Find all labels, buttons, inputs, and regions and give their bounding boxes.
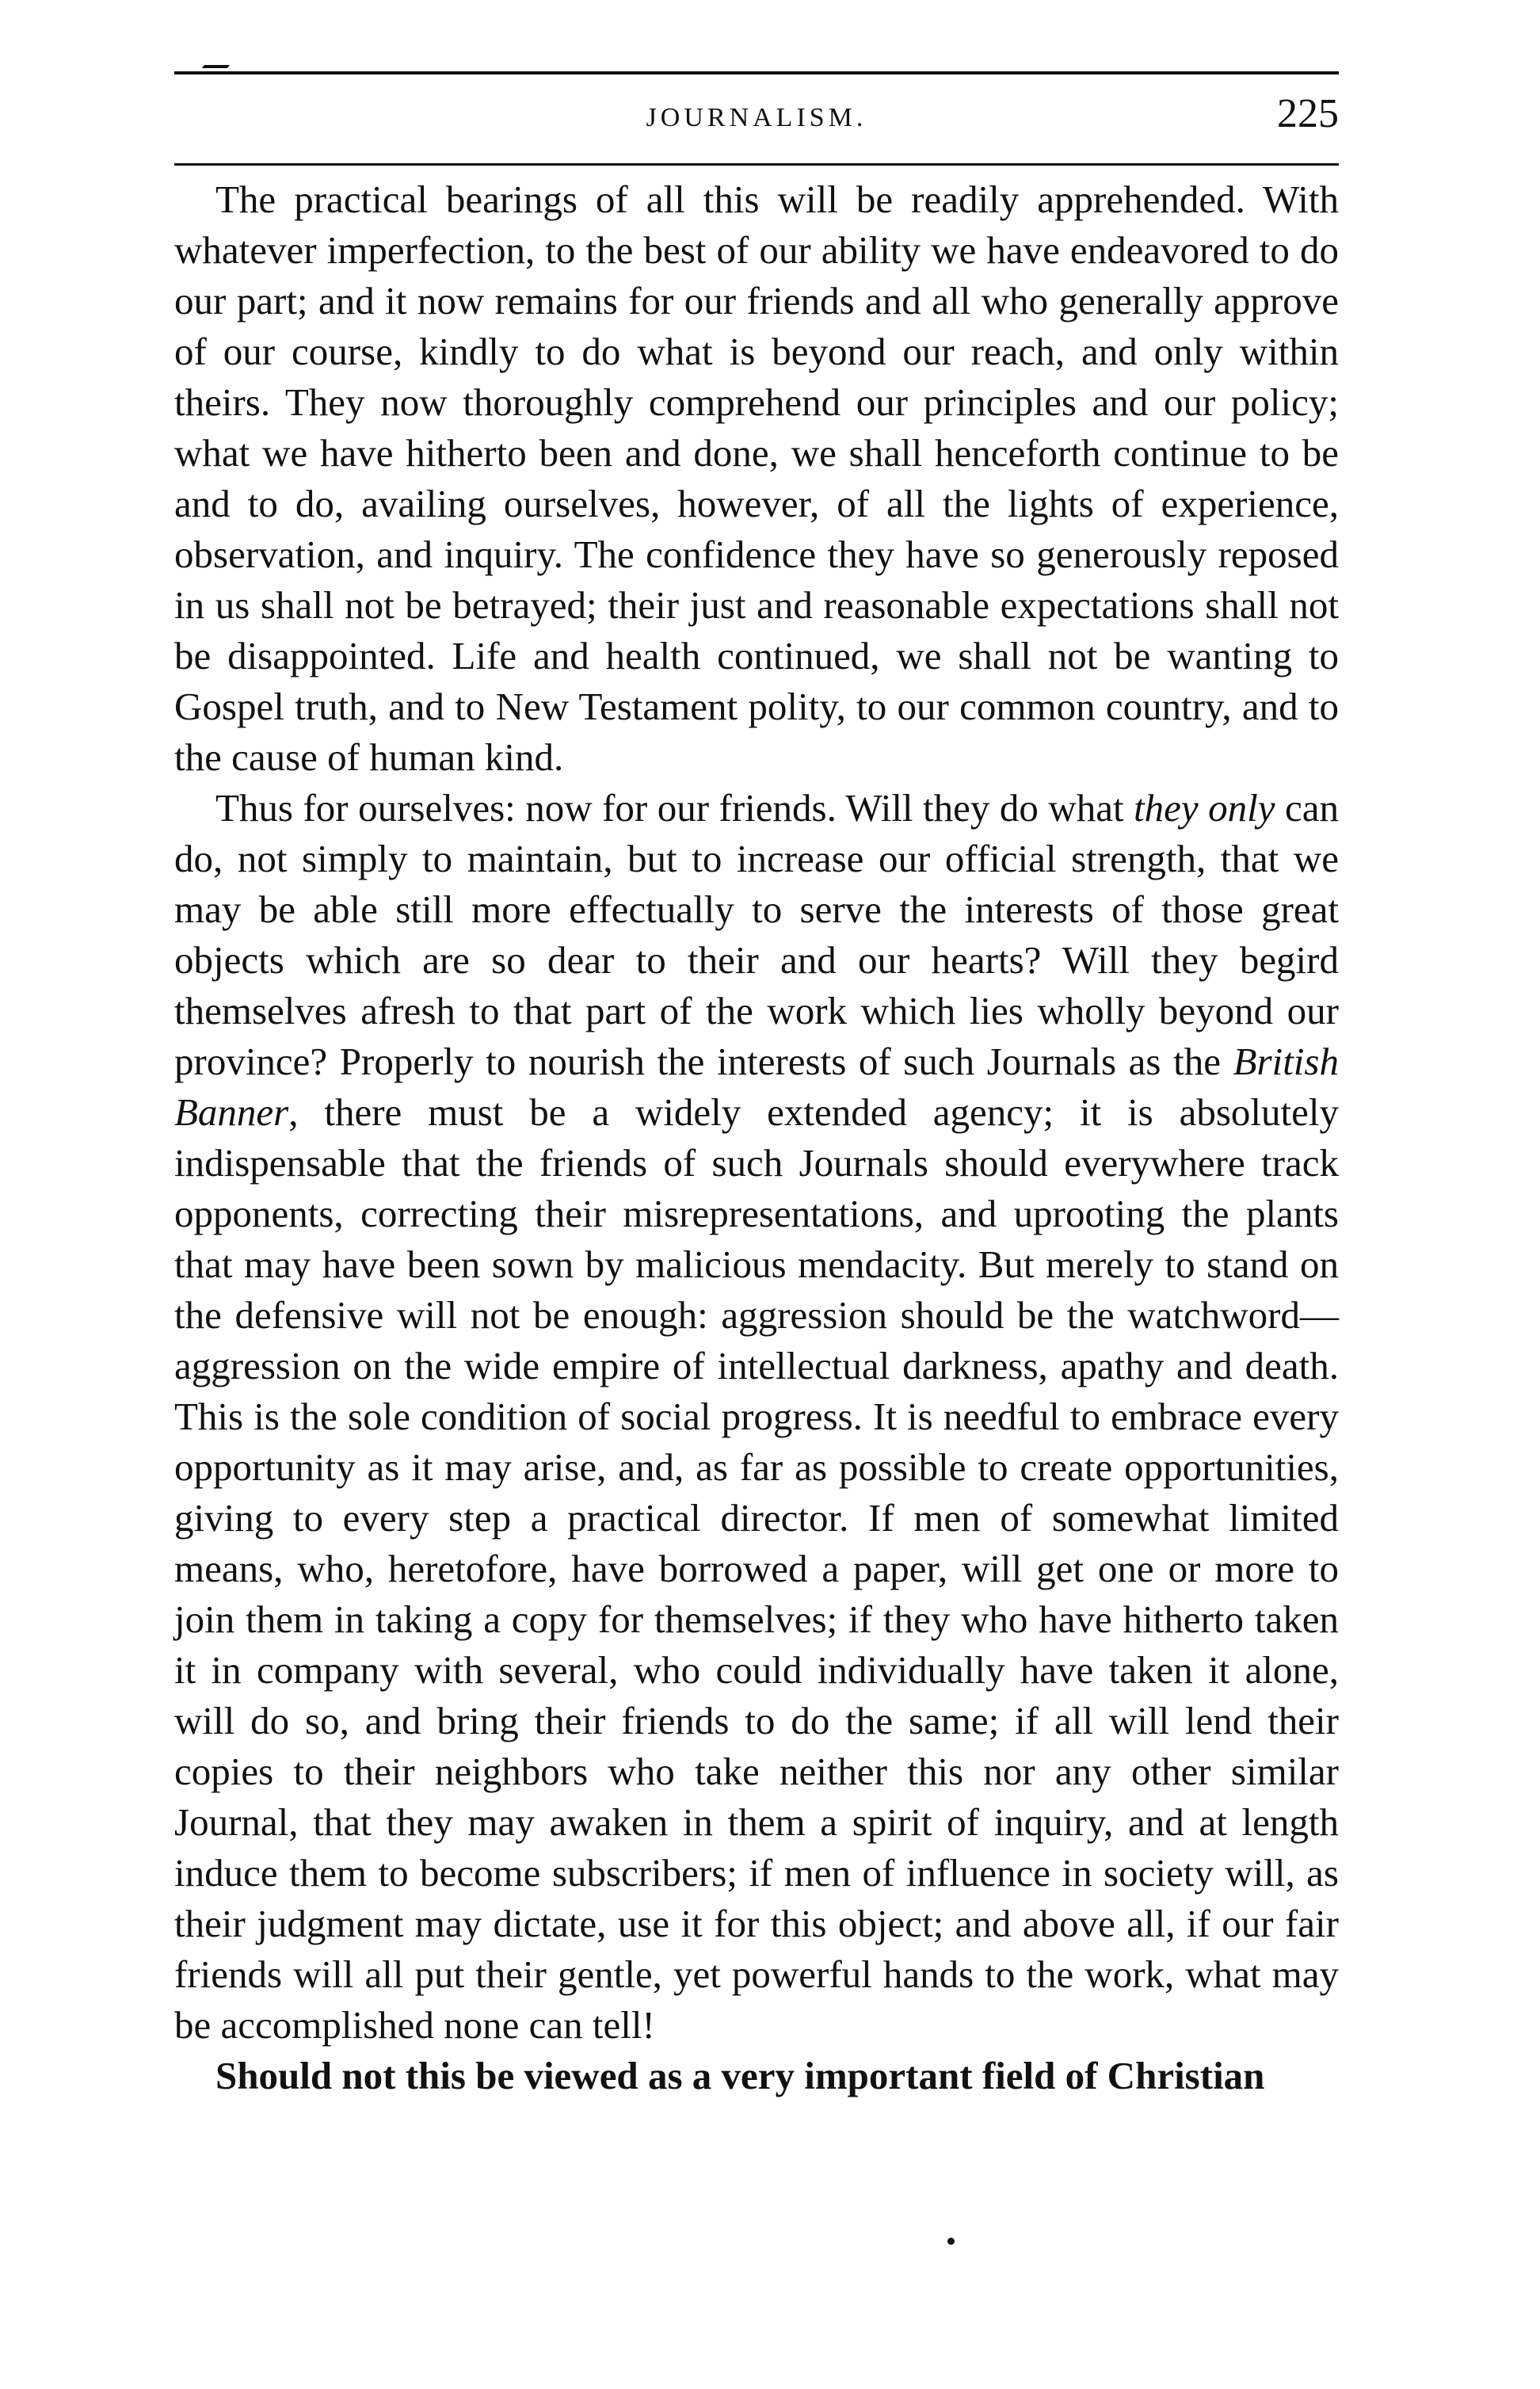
running-title: JOURNALISM. <box>646 103 867 132</box>
header-rule <box>174 163 1339 166</box>
page-number: 225 <box>1277 91 1339 136</box>
paragraph-text: can do, not simply to maintain, but to increase our official strength, that we may be able still more effectually to serve the interests of those great objects which are so dear to their and our hearts? Will they begird themselves afresh to that part of the work which lies wholly beyond our province? Properly to nourish the interests of such Journals as the <box>174 786 1339 1083</box>
paragraph <box>174 783 1339 2051</box>
body-text <box>174 174 1339 2101</box>
paragraph-text: , there must be a widely extended agency; it is absolutely indispensable that the friends of such Journals should everywhere track opponents, correcting their misrepresentations, and uprooting the plants that may have been sown by malicious mendacity. But merely to stand on the defensive will not be enough: aggression should be the watchword—aggression on the wide empire of intellectual darkness, apathy and death. This is the sole condition of social progress. It is needful to embrace every opportunity as it may arise, and, as far as possible to create opportunities, giving to every step a practical director. If men of somewhat limited means, who, heretofore, have borrowed a paper, will get one or more to join them in taking a copy for themselves; if they who have hitherto taken it in company with several, who could individually have taken it alone, will do so, and bring their friends to do the same; if all will lend their copies to their neighbors who take neither this nor any other similar Journal, that they may awaken in them a spirit of inquiry, and at length induce them to become subscribers; if men of influence in society will, as their judgment may dictate, use it for this object; and above all, if our fair friends will all put their gentle, yet powerful hands to the work, what may be accomplished none can tell! <box>174 1090 1339 2047</box>
top-rule <box>174 71 1339 74</box>
running-head <box>174 93 1339 157</box>
rule-ornament <box>189 65 230 84</box>
paragraph-text: Thus for ourselves: now for our friends. Will they do what <box>215 786 1134 830</box>
bold-text: Should not this be viewed as a very important field of Christian <box>215 2054 1265 2097</box>
ink-speck <box>947 2238 955 2245</box>
paragraph-text: The practical bearings of all this will be readily apprehended. With whatever imperfection, to the best of our ability we have endeavored to do our part; and it now remains for our friends and all who generally approve of our course, kindly to do what is beyond our reach, and only within theirs. They now thoroughly comprehend our principles and our policy; what we have hitherto been and done, we shall henceforth continue to be and to do, availing ourselves, however, of all the lights of experience, observation, and inquiry. The confidence they have so generously reposed in us shall not be betrayed; their just and reasonable expectations shall not be disappointed. Life and health continued, we shall not be wanting to Gospel truth, and to New Testament polity, to our common country, and to the cause of human kind. <box>174 177 1339 779</box>
paragraph <box>174 2051 1339 2101</box>
italic-text: British Banner <box>174 1040 1339 1134</box>
paragraph <box>174 174 1339 783</box>
italic-text: they only <box>1134 786 1275 830</box>
